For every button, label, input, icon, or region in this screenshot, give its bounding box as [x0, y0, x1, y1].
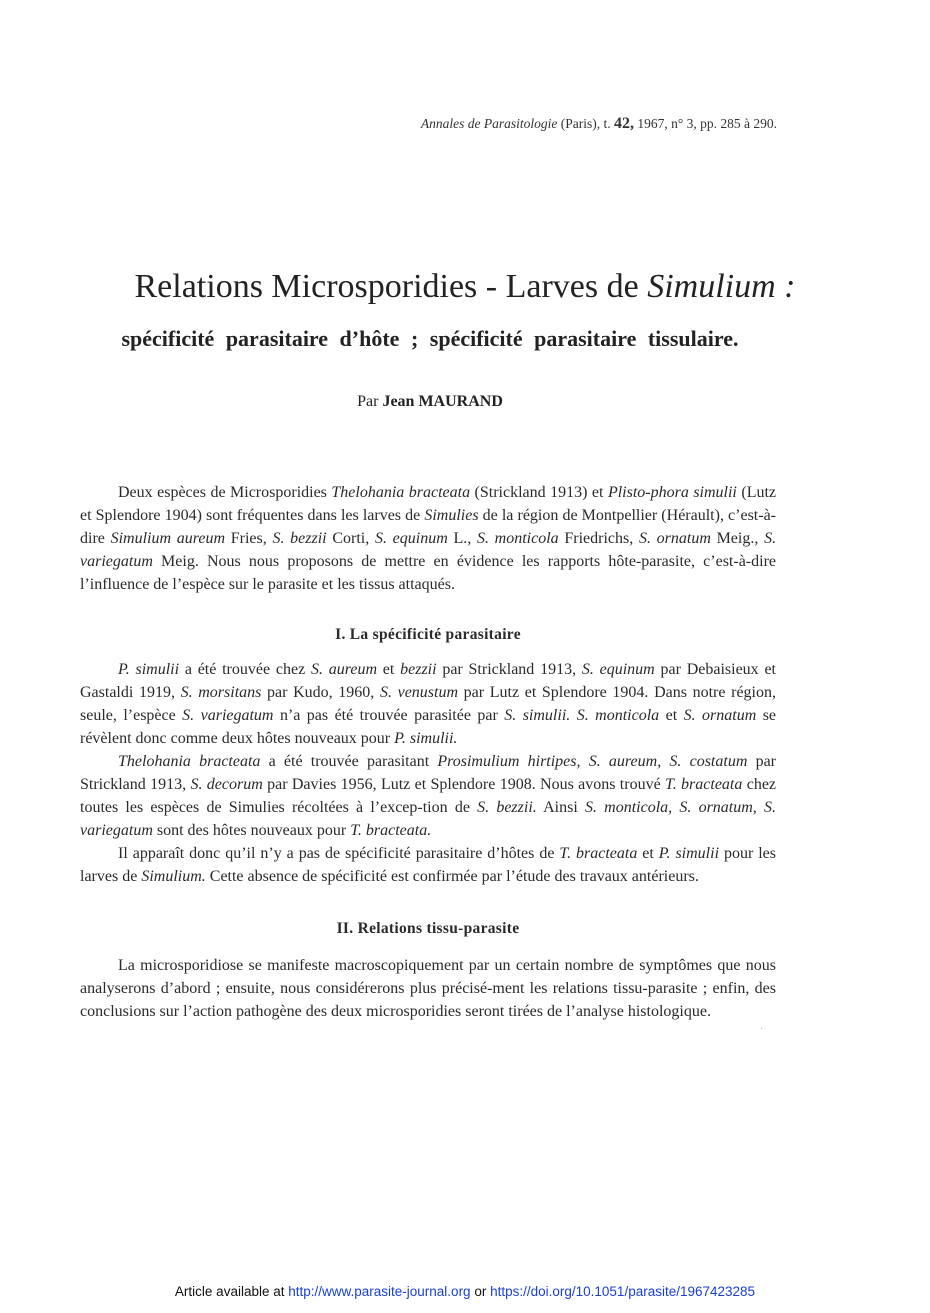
- author-name: Jean MAURAND: [382, 393, 503, 410]
- author-line: [0, 393, 860, 411]
- title-genus: Simulium :: [647, 268, 796, 305]
- citation-details: 1967, n° 3, pp. 285 à 290.: [633, 116, 777, 131]
- italic-run: P. simulii.: [394, 730, 458, 747]
- italic-run: S. ornatum: [683, 707, 757, 724]
- italic-run: S. morsitans: [180, 684, 262, 701]
- article-subtitle: spécificité parasitaire d’hôte ; spécificité parasitaire tissulaire.: [121, 326, 739, 351]
- italic-run: Simulies: [424, 507, 479, 524]
- italic-run: Thelohania bracteata: [118, 753, 261, 770]
- italic-run: S. monticola, S. ornatum, S. variegatum: [80, 799, 777, 839]
- footer-prefix: Article available at: [174, 1284, 289, 1299]
- italic-run: Simulium.: [141, 868, 206, 885]
- intro-paragraph: Deux espèces de Microsporidies Thelohania bracteata (Strickland 1913) et Plisto-phora simulii (Lutz et Splendore 1904) sont fréquentes dans les larves de Simulies de la région de Montpellier (Hérault), c’est-à-dire Simulium aureum Fries, S. bezzii Corti, S. equinum L., S. monticola Friedrichs, S. ornatum Meig., S. variegatum Meig. Nous nous proposons de mettre en évidence les rapports hôte-parasite, c’est-à-dire l’influence de l’espèce sur le parasite et les tissus attaqués.: [80, 484, 777, 593]
- section-heading-1: I. La spécificité parasitaire: [335, 626, 521, 643]
- title-main: Relations Microsporidies - Larves de: [134, 268, 648, 305]
- italic-run: Simulium aureum: [110, 530, 226, 547]
- italic-run: T. bracteata.: [350, 822, 432, 839]
- italic-run: S. bezzii.: [477, 799, 537, 816]
- citation-volume: 42,: [613, 115, 634, 132]
- footer-middle: or: [470, 1284, 491, 1299]
- italic-run: S. ornatum: [638, 530, 711, 547]
- article-body: [80, 481, 776, 1023]
- italic-run: S. variegatum: [182, 707, 274, 724]
- italic-run: P. simulii: [118, 661, 180, 678]
- italic-run: S. venustum: [379, 684, 459, 701]
- italic-run: S. monticola: [476, 530, 559, 547]
- article-title: [0, 268, 930, 306]
- section1-paragraph-2: Thelohania bracteata a été trouvée parasitant Prosimulium hirtipes, S. aureum, S. costatum par Strickland 1913, S. decorum par Davies 1956, Lutz et Splendore 1908. Nous avons trouvé T. bracteata chez toutes les espèces de Simulies récoltées à l’excep-tion de S. bezzii. Ainsi S. monticola, S. ornatum, S. variegatum sont des hôtes nouveaux pour T. bracteata.: [80, 753, 777, 839]
- italic-run: P. simulii: [658, 845, 720, 862]
- italic-run: S. equinum: [581, 661, 655, 678]
- italic-run: S. decorum: [190, 776, 263, 793]
- italic-run: Prosimulium hirtipes, S. aureum, S. costatum: [437, 753, 748, 770]
- journal-name: Annales de Parasitologie: [420, 116, 558, 131]
- section1-paragraph-1: P. simulii a été trouvée chez S. aureum et bezzii par Strickland 1913, S. equinum par Debaisieux et Gastaldi 1919, S. morsitans par Kudo, 1960, S. venustum par Lutz et Splendore 1904. Dans notre région, seule, l’espèce S. variegatum n’a pas été trouvée parasitée par S. simulii. S. monticola et S. ornatum se révèlent donc comme deux hôtes nouveaux pour P. simulii.: [80, 661, 777, 747]
- citation-city: (Paris), t.: [557, 116, 614, 131]
- italic-run: Plisto-phora simulii: [607, 484, 737, 501]
- scan-speck: ·: [760, 1024, 764, 1035]
- journal-citation: [421, 115, 777, 133]
- italic-run: bezzii: [400, 661, 437, 678]
- section2-paragraph-1: La microsporidiose se manifeste macroscopiquement par un certain nombre de symptômes que nous analyserons d’abord ; ensuite, nous considérerons plus précisé-ment les relations tissu-parasite ; enfin, des conclusions sur l’action pathogène des deux microsporidies seront tirées de l’analyse histologique.: [80, 957, 776, 1020]
- italic-run: S. aureum: [310, 661, 378, 678]
- section-heading-2: II. Relations tissu-parasite: [336, 920, 520, 937]
- page-footer: [0, 1284, 930, 1299]
- italic-run: S. variegatum: [80, 530, 777, 570]
- doi-link[interactable]: https://doi.org/10.1051/parasite/1967423285: [490, 1284, 756, 1299]
- italic-run: S. simulii. S. monticola: [504, 707, 660, 724]
- author-prefix: Par: [357, 393, 383, 410]
- italic-run: S. bezzii: [272, 530, 327, 547]
- italic-run: Thelohania bracteata: [331, 484, 471, 501]
- journal-link[interactable]: http://www.parasite-journal.org: [288, 1284, 471, 1299]
- italic-run: T. bracteata: [559, 845, 638, 862]
- italic-run: S. equinum: [374, 530, 448, 547]
- section1-paragraph-3: Il apparaît donc qu’il n’y a pas de spécificité parasitaire d’hôtes de T. bracteata et P. simulii pour les larves de Simulium. Cette absence de spécificité est confirmée par l’étude des travaux antérieurs.: [80, 845, 777, 885]
- italic-run: T. bracteata: [665, 776, 743, 793]
